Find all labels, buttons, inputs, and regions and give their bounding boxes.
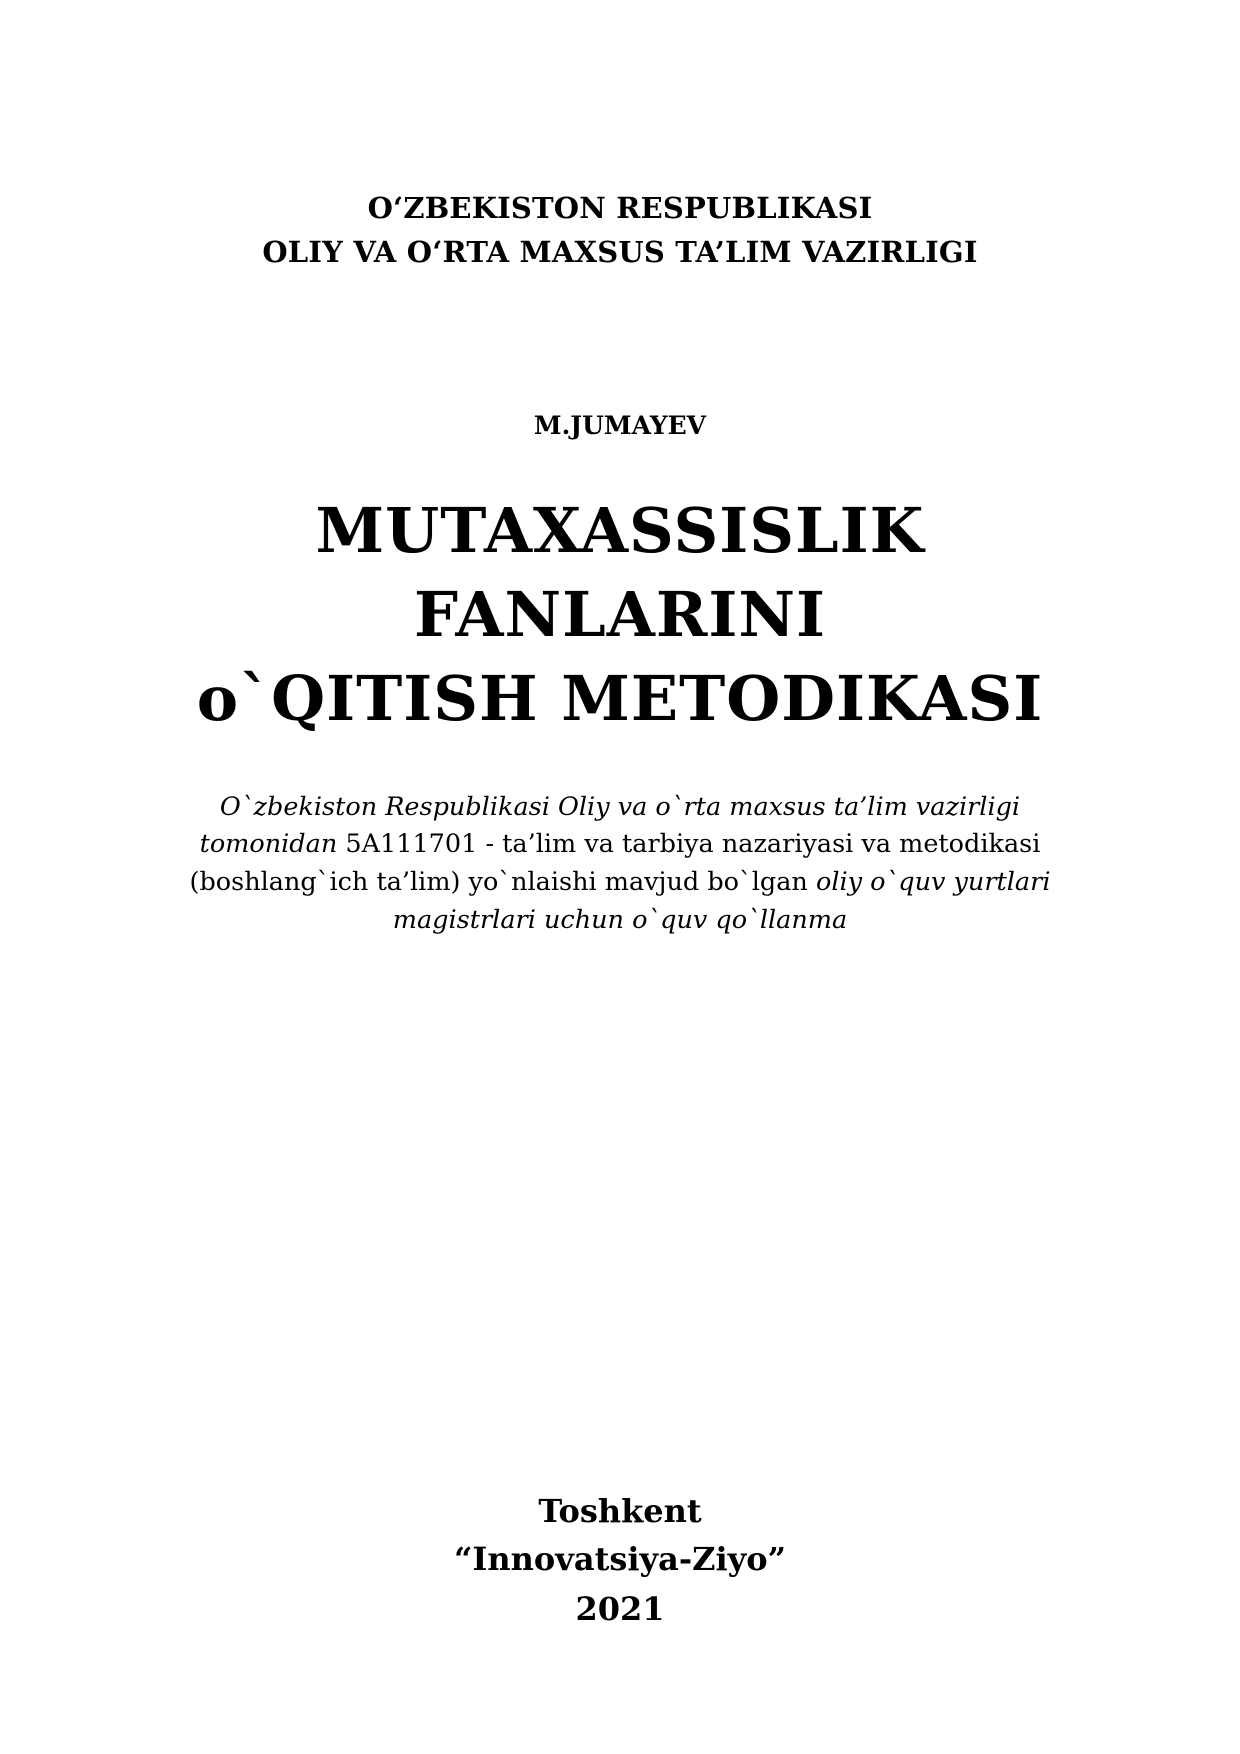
description-line-3-regular: (boshlang`ich ta’lim) yo`nlaishi mavjud bo`lgan — [189, 867, 816, 897]
imprint-year: 2021 — [575, 1590, 665, 1628]
description-line-4: magistrlari uchun o`quv qo`llanma — [392, 905, 848, 935]
imprint-city: Toshkent — [538, 1492, 702, 1530]
ministry-name: OLIY VA O‘RTA MAXSUS TA’LIM VAZIRLIGI — [262, 235, 978, 269]
author-name: M.JUMAYEV — [533, 411, 707, 440]
imprint-publisher: “Innovatsiya-Ziyo” — [454, 1540, 786, 1578]
description-line-3-italic: oliy o`quv yurtlari — [815, 867, 1051, 897]
description-line-1: O`zbekiston Respublikasi Oliy va o`rta maxsus ta’lim vazirligi — [219, 792, 1021, 822]
description-line-2 — [0, 829, 1240, 859]
book-title-line-1: MUTAXASSISLIK — [315, 494, 925, 567]
book-title-line-3: o`QITISH METODIKASI — [196, 662, 1044, 735]
description-line-2-italic: tomonidan — [199, 829, 338, 859]
description-line-2-regular: 5A111701 - ta’lim va tarbiya nazariyasi va metodikasi — [337, 829, 1041, 859]
book-title-line-2: FANLARINI — [413, 578, 827, 651]
ministry-country: O‘ZBEKISTON RESPUBLIKASI — [367, 191, 873, 225]
description-line-3 — [0, 867, 1240, 897]
